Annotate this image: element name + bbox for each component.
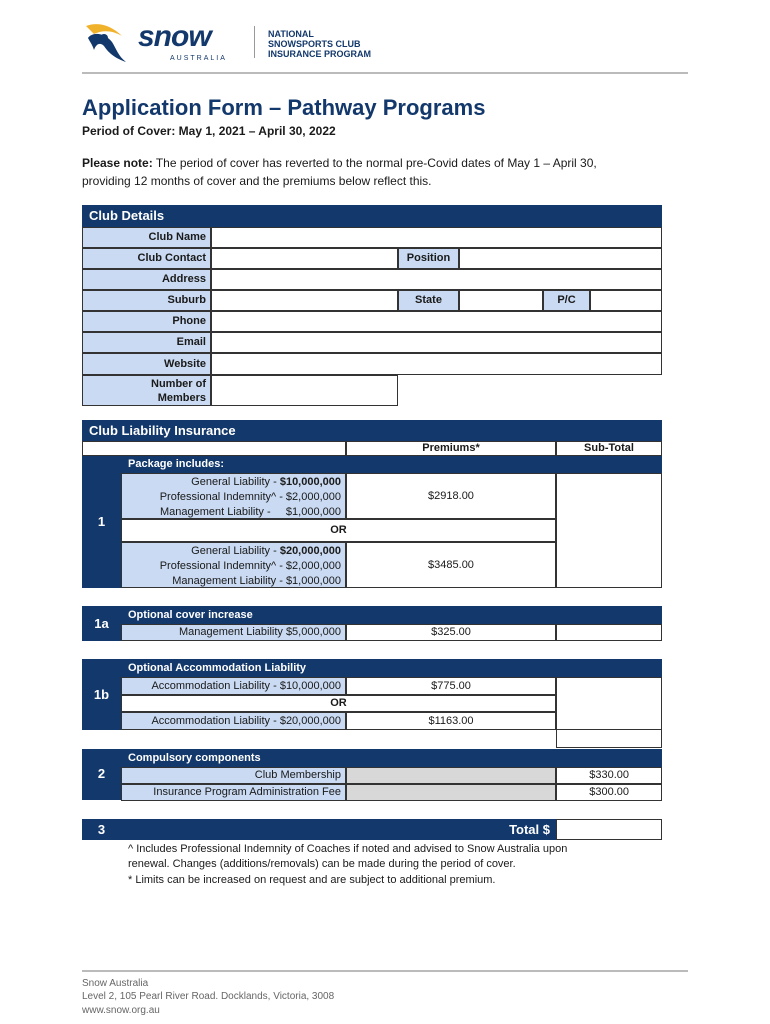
logo (82, 16, 242, 66)
section-1-subtotal[interactable] (556, 473, 662, 588)
label-address: Address (82, 269, 211, 290)
phone-field[interactable] (211, 311, 662, 332)
page-title: Application Form – Pathway Programs (82, 95, 486, 120)
section-1b-spacer-right (556, 730, 662, 748)
premiums-header: Premiums* (346, 441, 556, 456)
section-3-number-cell (82, 819, 121, 840)
club-membership-subtotal: $330.00 (556, 767, 662, 784)
snow-logo-icon (82, 18, 130, 66)
admin-fee-premium (346, 784, 556, 801)
suburb-field[interactable] (211, 290, 398, 311)
section-1-header-text: Package includes: (128, 458, 224, 470)
label-position: Position (398, 248, 459, 269)
subtotal-header: Sub-Total (556, 441, 662, 456)
accommodation-20m-item: Accommodation Liability - $20,000,000 (121, 712, 346, 730)
section-3-number: 3 (97, 822, 106, 837)
footer-rule (82, 970, 688, 972)
header-rule (82, 72, 688, 74)
accommodation-20m-premium[interactable]: $1163.00 (346, 712, 556, 730)
address-field[interactable] (211, 269, 662, 290)
package-b-gl-label: General Liability - (191, 545, 280, 557)
section-1a-number-cell (82, 606, 121, 641)
section-1-number: 1 (97, 514, 106, 529)
package-b-gl-value: $20,000,000 (279, 545, 341, 557)
label-postcode: P/C (543, 290, 590, 311)
section-1-number-cell (82, 456, 121, 588)
footnote-3: * Limits can be increased on request and are subject to additional premium. (128, 874, 496, 886)
section-1b-number-cell (82, 659, 121, 730)
program-line-1: NATIONAL (268, 29, 314, 39)
package-a-general-liability (122, 475, 345, 490)
package-b-management-liability: Management Liability - $1,000,000 (172, 575, 341, 587)
package-a-items (121, 473, 346, 519)
logo-text: snow (138, 20, 211, 53)
position-field[interactable] (459, 248, 662, 269)
section-1b-or: OR (121, 695, 556, 712)
label-club-contact: Club Contact (82, 248, 211, 269)
optional-ml-item: Management Liability $5,000,000 (121, 624, 346, 641)
section-1a-subtotal[interactable] (556, 624, 662, 641)
label-website: Website (82, 353, 211, 375)
package-a-gl-label: General Liability - (191, 476, 280, 488)
label-email: Email (82, 332, 211, 353)
email-field[interactable] (211, 332, 662, 353)
club-name-field[interactable] (211, 227, 662, 248)
package-b-general-liability (122, 544, 345, 559)
postcode-field[interactable] (590, 290, 662, 311)
footnote-1: ^ Includes Professional Indemnity of Coaches if noted and advised to Snow Australia upon (128, 843, 568, 855)
admin-fee-item: Insurance Program Administration Fee (121, 784, 346, 801)
section-1b-header (121, 659, 662, 677)
website-field[interactable] (211, 353, 662, 375)
section-2-number: 2 (97, 766, 106, 781)
liability-blank-header (82, 441, 346, 456)
label-suburb: Suburb (82, 290, 211, 311)
section-1a-number: 1a (94, 616, 109, 631)
label-phone: Phone (82, 311, 211, 332)
club-details-header (82, 205, 662, 227)
total-field[interactable] (556, 819, 662, 840)
logo-divider (254, 26, 255, 58)
package-b-professional-indemnity: Professional Indemnity^ - $2,000,000 (159, 560, 341, 572)
logo-subtext: AUSTRALIA (170, 55, 227, 62)
accommodation-10m-item: Accommodation Liability - $10,000,000 (121, 677, 346, 695)
liability-title: Club Liability Insurance (89, 423, 236, 438)
package-b-premium[interactable]: $3485.00 (346, 542, 556, 588)
optional-ml-premium[interactable]: $325.00 (346, 624, 556, 641)
section-1a-header (121, 606, 662, 624)
package-a-professional-indemnity: Professional Indemnity^ - $2,000,000 (159, 491, 341, 503)
footer-web[interactable]: www.snow.org.au (82, 1005, 160, 1016)
accommodation-10m-premium[interactable]: $775.00 (346, 677, 556, 695)
package-b-items (121, 542, 346, 588)
footnote-2: renewal. Changes (additions/removals) can be made during the period of cover. (128, 858, 516, 870)
club-details-title: Club Details (89, 208, 165, 223)
total-label-cell (121, 819, 556, 840)
members-field[interactable] (211, 375, 398, 406)
section-1-or: OR (121, 519, 556, 542)
program-line-3: INSURANCE PROGRAM (268, 49, 372, 59)
club-membership-item: Club Membership (121, 767, 346, 784)
package-a-gl-value: $10,000,000 (279, 476, 341, 488)
package-a-premium[interactable]: $2918.00 (346, 473, 556, 519)
section-1b-header-text: Optional Accommodation Liability (128, 662, 307, 674)
total-label: Total $ (509, 822, 550, 837)
section-2-number-cell (82, 749, 121, 800)
period-of-cover: Period of Cover: May 1, 2021 – April 30, 2022 (82, 124, 336, 138)
footer-address: Level 2, 105 Pearl River Road. Docklands, Victoria, 3008 (82, 991, 335, 1002)
admin-fee-subtotal: $300.00 (556, 784, 662, 801)
section-1a-header-text: Optional cover increase (128, 609, 253, 621)
package-a-management-liability: Management Liability - $1,000,000 (159, 506, 341, 518)
liability-header (82, 420, 662, 441)
note-line-1 (82, 156, 597, 170)
note-label: Please note: (82, 156, 153, 170)
label-members (82, 375, 211, 406)
footer-org: Snow Australia (82, 978, 149, 989)
label-club-name: Club Name (82, 227, 211, 248)
label-state: State (398, 290, 459, 311)
state-field[interactable] (459, 290, 543, 311)
section-1b-subtotal[interactable] (556, 677, 662, 730)
section-1b-number: 1b (93, 687, 110, 702)
note-line-2: providing 12 months of cover and the premiums below reflect this. (82, 174, 432, 188)
club-contact-field[interactable] (211, 248, 398, 269)
label-members-line-2: Members (157, 392, 206, 404)
program-line-2: SNOWSPORTS CLUB (268, 39, 361, 49)
note-text-1: The period of cover has reverted to the normal pre-Covid dates of May 1 – April 30, (152, 156, 597, 170)
program-name (268, 29, 371, 59)
club-membership-premium (346, 767, 556, 784)
section-1-header (121, 456, 662, 473)
label-members-line-1: Number of (151, 378, 206, 390)
section-2-header (121, 749, 662, 767)
section-2-header-text: Compulsory components (128, 752, 261, 764)
